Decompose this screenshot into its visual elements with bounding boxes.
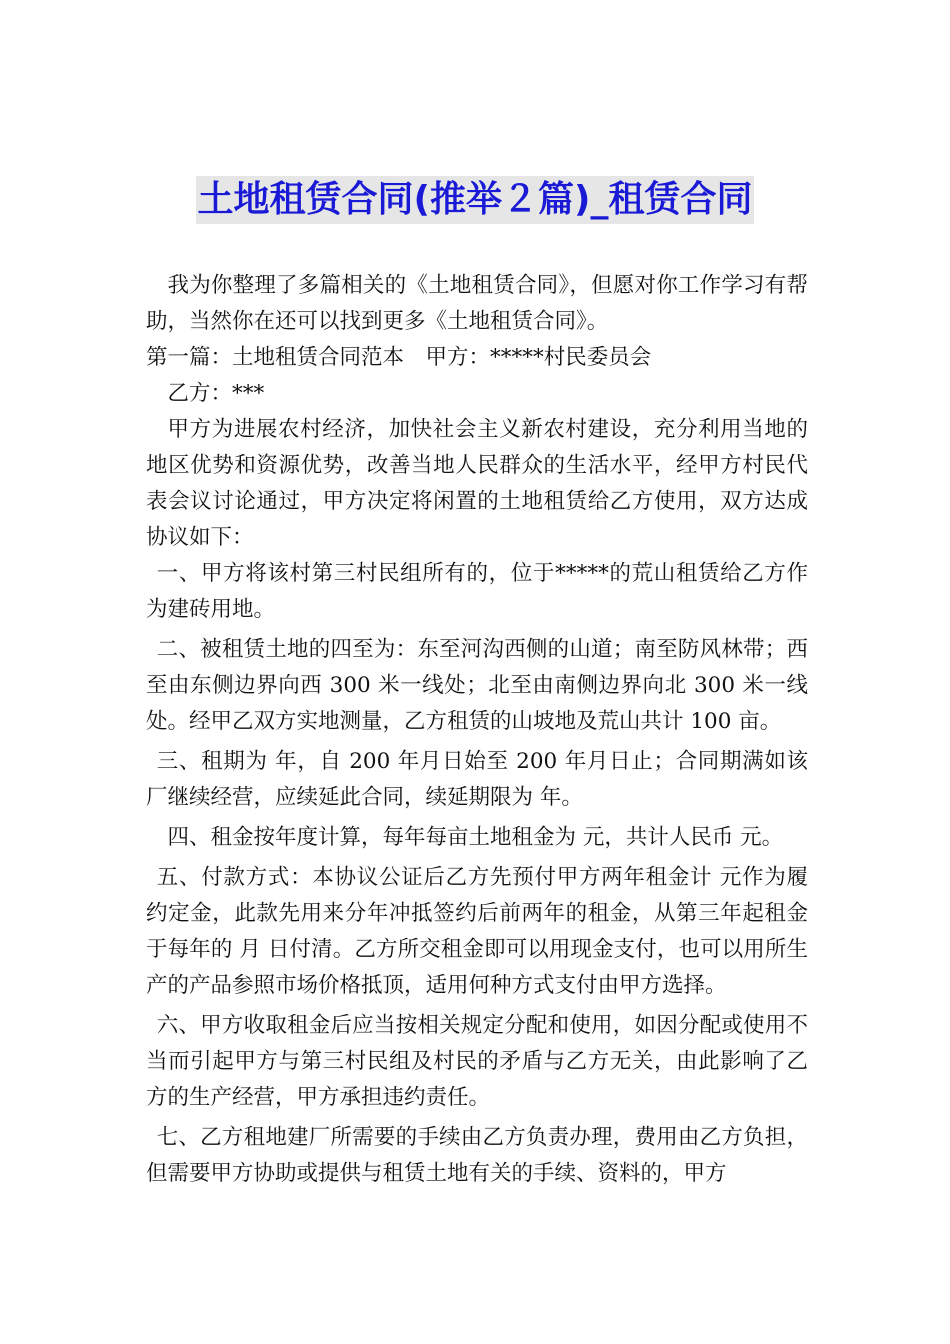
paragraph-clause-5: 五、付款方式：本协议公证后乙方先预付甲方两年租金计 元作为履约定金，此款先用来分年冲抵签约后前两年的租金，从第三年起租金于每年的 月 日付清。乙方所交租金即可以用现金支付，也可以用所生产的产品参照市场价格抵顶，适用何种方式支付由甲方选择。 bbox=[146, 865, 808, 998]
paragraph-party-b: 乙方：*** bbox=[167, 381, 265, 406]
title-container bbox=[0, 176, 950, 224]
paragraph-preamble: 甲方为进展农村经济，加快社会主义新农村建设，充分利用当地的地区优势和资源优势，改善当地人民群众的生活水平，经甲方村民代表会议讨论通过，甲方决定将闲置的土地租赁给乙方使用，双方达成协议如下： bbox=[146, 417, 808, 550]
document-body bbox=[146, 268, 808, 1192]
paragraph-clause-2: 二、被租赁土地的四至为：东至河沟西侧的山道；南至防风林带；西至由东侧边界向西 300 米一线处；北至由南侧边界向北 300 米一线处。经甲乙双方实地测量，乙方租赁的山坡地及荒山共计 100 亩。 bbox=[146, 637, 808, 734]
paragraph-clause-1: 一、甲方将该村第三村民组所有的，位于*****的荒山租赁给乙方作为建砖用地。 bbox=[146, 561, 808, 622]
paragraph-intro: 我为你整理了多篇相关的《土地租赁合同》，但愿对你工作学习有帮助，当然你在还可以找到更多《土地租赁合同》。 bbox=[146, 273, 808, 334]
document-title: 土地租赁合同(推举２篇)_租赁合同 bbox=[196, 176, 755, 224]
paragraph-section-heading: 第一篇：土地租赁合同范本 甲方：*****村民委员会 bbox=[146, 345, 652, 370]
paragraph-clause-6: 六、甲方收取租金后应当按相关规定分配和使用，如因分配或使用不当而引起甲方与第三村民组及村民的矛盾与乙方无关，由此影响了乙方的生产经营，甲方承担违约责任。 bbox=[146, 1013, 808, 1110]
paragraph-clause-7: 七、乙方租地建厂所需要的手续由乙方负责办理，费用由乙方负担，但需要甲方协助或提供与租赁土地有关的手续、资料的，甲方 bbox=[146, 1125, 808, 1186]
paragraph-clause-4: 四、租金按年度计算，每年每亩土地租金为 元，共计人民币 元。 bbox=[167, 825, 784, 850]
paragraph-clause-3: 三、租期为 年，自 200 年月日始至 200 年月日止；合同期满如该厂继续经营，应续延此合同，续延期限为 年。 bbox=[146, 749, 808, 810]
